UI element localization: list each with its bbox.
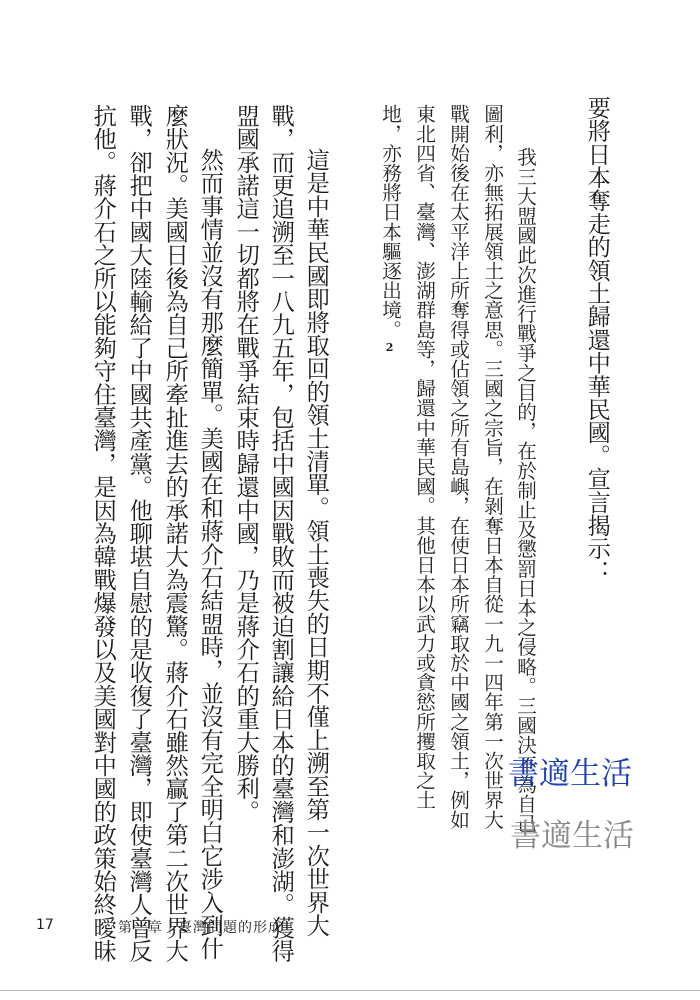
page-number: 17 [36, 917, 54, 933]
quote-column-1: 我三大盟國此次進行戰爭之目的，在於制止及懲罰日本之侵略。三國決不為自己 [513, 147, 537, 833]
text-column-3: 戰，而更追溯至一八九五年，包括中國因戰敗而被迫割讓給日本的臺灣和澎湖。獲得 [267, 104, 295, 963]
text-column-7: 戰，卻把中國大陸輸給了中國共產黨。他聊堪自慰的是收復了臺灣，即使臺灣人曾反 [125, 104, 153, 963]
bottom-divider [0, 990, 700, 991]
watermark-logo-blue: 書適生活 [508, 756, 632, 792]
chapter-title: 第一章｜臺灣問題的形成 [118, 920, 283, 936]
footnote-marker: 2 [385, 341, 394, 355]
text-column-8: 抗他。蔣介石之所以能夠守住臺灣，是因為韓戰爆發以及美國對中國的政策始終曖昧 [89, 104, 117, 963]
text-column-6: 麼狀況。美國日後為自己所牽扯進去的承諾大為震驚。蔣介石雖然贏了第二次世界大 [161, 104, 189, 963]
text-column-2: 這是中華民國即將取回的領土清單。領土喪失的日期不僅上溯至第一次世界大 [302, 148, 330, 937]
quote-column-5 [380, 104, 400, 353]
quote-last-line: 地，亦務將日本驅逐出境。 [378, 104, 402, 340]
text-column-1: 要將日本奪走的領土歸還中華民國。宣言揭示： [583, 96, 611, 584]
text-column-5: 然而事情並沒有那麼簡單。美國在和蔣介石結盟時，並沒有完全明白它涉入到什 [196, 148, 224, 960]
quote-column-2: 圖利，亦無拓展領土之意思。三國之宗旨，在剝奪日本自從一九一四年第一次世界大 [480, 104, 504, 830]
quote-column-3: 戰開始後在太平洋上所奪得或佔領之所有島嶼，在使日本所竊取於中國之領土，例如 [446, 104, 470, 830]
watermark-logo-gray: 書適生活 [510, 818, 634, 854]
quote-column-4: 東北四省、臺灣、澎湖群島等，歸還中華民國。其他日本以武力或貪慾所攫取之土 [412, 104, 436, 810]
text-column-4: 盟國承諾這一切都將在戰爭結束時歸還中國，乃是蔣介石的重大勝利。 [232, 104, 260, 824]
